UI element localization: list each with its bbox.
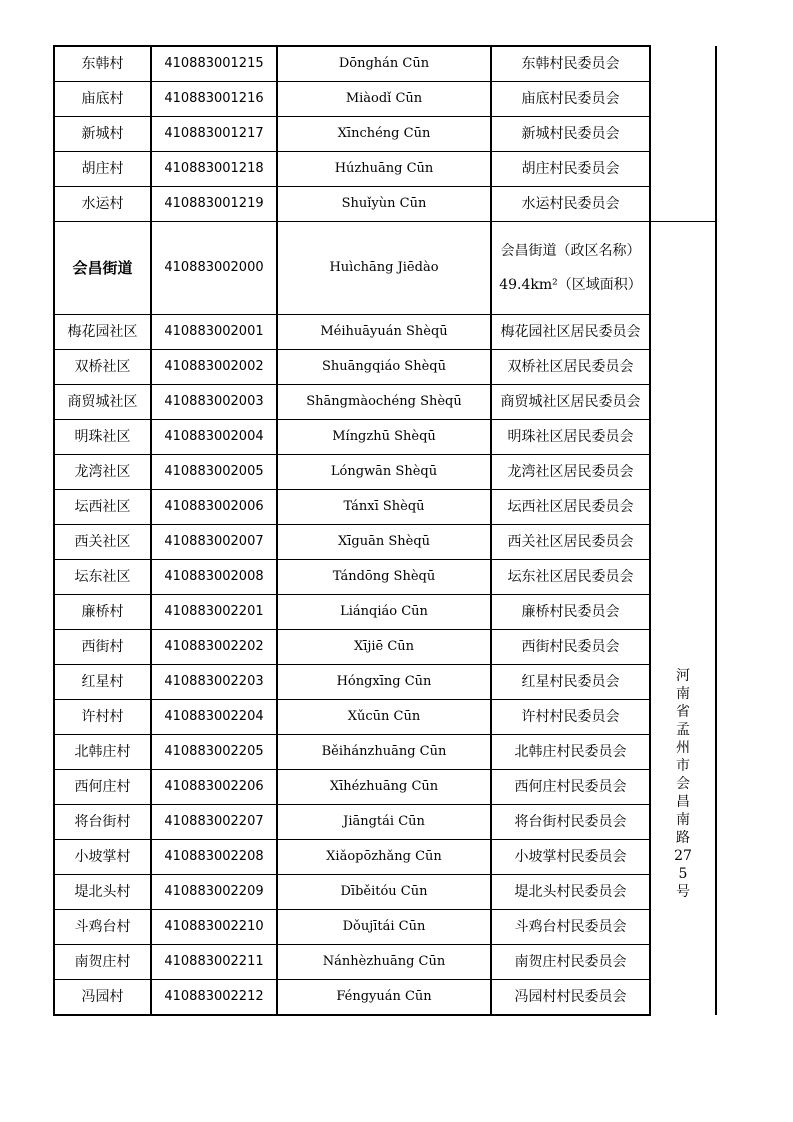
table-row <box>54 595 716 630</box>
committee-cell: 梅花园社区居民委员会 <box>491 315 650 350</box>
division-code-cell: 410883002203 <box>151 665 277 700</box>
table-row <box>54 187 716 222</box>
division-code-cell: 410883002005 <box>151 455 277 490</box>
pinyin-cell: Xiǎopōzhǎng Cūn <box>277 840 491 875</box>
pinyin-cell: Féngyuán Cūn <box>277 980 491 1016</box>
table-row <box>54 875 716 910</box>
table-row <box>54 350 716 385</box>
street-info-cell <box>491 222 650 315</box>
pinyin-cell: Shuǐyùn Cūn <box>277 187 491 222</box>
place-name-cell: 商贸城社区 <box>54 385 151 420</box>
place-name-cell: 西何庄村 <box>54 770 151 805</box>
place-name-cell: 冯园村 <box>54 980 151 1016</box>
pinyin-cell: Xīhézhuāng Cūn <box>277 770 491 805</box>
committee-cell: 红星村民委员会 <box>491 665 650 700</box>
place-name-cell: 斗鸡台村 <box>54 910 151 945</box>
table-row <box>54 630 716 665</box>
place-name-cell: 小坡掌村 <box>54 840 151 875</box>
division-code-cell: 410883002204 <box>151 700 277 735</box>
pinyin-cell: Húzhuāng Cūn <box>277 152 491 187</box>
table-body <box>54 46 716 1015</box>
division-code-cell: 410883002208 <box>151 840 277 875</box>
place-name-cell: 明珠社区 <box>54 420 151 455</box>
pinyin-cell: Lóngwān Shèqū <box>277 455 491 490</box>
pinyin-cell: Liánqiáo Cūn <box>277 595 491 630</box>
street-area-label: 49.4km²（区域面积） <box>499 277 642 293</box>
committee-cell: 龙湾社区居民委员会 <box>491 455 650 490</box>
table-row <box>54 560 716 595</box>
place-name-cell: 西关社区 <box>54 525 151 560</box>
division-code-cell: 410883001219 <box>151 187 277 222</box>
division-code-table <box>53 45 717 1016</box>
division-code-cell: 410883002004 <box>151 420 277 455</box>
division-code-cell: 410883002003 <box>151 385 277 420</box>
committee-cell: 坛东社区居民委员会 <box>491 560 650 595</box>
committee-cell: 廉桥村民委员会 <box>491 595 650 630</box>
pinyin-cell: Shāngmàochéng Shèqū <box>277 385 491 420</box>
place-name-cell: 坛西社区 <box>54 490 151 525</box>
pinyin-cell: Tánxī Shèqū <box>277 490 491 525</box>
place-name-cell: 庙底村 <box>54 82 151 117</box>
table-row <box>54 525 716 560</box>
division-code-cell: 410883001218 <box>151 152 277 187</box>
committee-cell: 南贺庄村民委员会 <box>491 945 650 980</box>
pinyin-cell: Míngzhū Shèqū <box>277 420 491 455</box>
place-name-cell: 北韩庄村 <box>54 735 151 770</box>
committee-cell: 斗鸡台村民委员会 <box>491 910 650 945</box>
table-row <box>54 700 716 735</box>
place-name-cell: 红星村 <box>54 665 151 700</box>
place-name-cell: 西街村 <box>54 630 151 665</box>
table-row <box>54 805 716 840</box>
table-row <box>54 420 716 455</box>
pinyin-cell: Tándōng Shèqū <box>277 560 491 595</box>
place-name-cell: 南贺庄村 <box>54 945 151 980</box>
division-code-cell: 410883001217 <box>151 117 277 152</box>
pinyin-cell: Xīnchéng Cūn <box>277 117 491 152</box>
division-code-cell: 410883002212 <box>151 980 277 1016</box>
street-code-cell: 410883002000 <box>151 222 277 315</box>
division-code-cell: 410883002209 <box>151 875 277 910</box>
place-name-cell: 梅花园社区 <box>54 315 151 350</box>
place-name-cell: 廉桥村 <box>54 595 151 630</box>
committee-cell: 胡庄村民委员会 <box>491 152 650 187</box>
pinyin-cell: Dīběitóu Cūn <box>277 875 491 910</box>
table-row <box>54 665 716 700</box>
division-code-cell: 410883001215 <box>151 46 277 82</box>
table-row <box>54 490 716 525</box>
place-name-cell: 龙湾社区 <box>54 455 151 490</box>
pinyin-cell: Xǔcūn Cūn <box>277 700 491 735</box>
place-name-cell: 双桥社区 <box>54 350 151 385</box>
table-row <box>54 152 716 187</box>
division-code-cell: 410883002008 <box>151 560 277 595</box>
street-row <box>54 222 716 315</box>
pinyin-cell: Jiāngtái Cūn <box>277 805 491 840</box>
committee-cell: 坛西社区居民委员会 <box>491 490 650 525</box>
table-row <box>54 980 716 1016</box>
pinyin-cell: Xīguān Shèqū <box>277 525 491 560</box>
table-row <box>54 82 716 117</box>
division-code-cell: 410883002007 <box>151 525 277 560</box>
division-code-cell: 410883002205 <box>151 735 277 770</box>
division-code-cell: 410883002206 <box>151 770 277 805</box>
division-code-cell: 410883002210 <box>151 910 277 945</box>
place-name-cell: 胡庄村 <box>54 152 151 187</box>
committee-cell: 小坡掌村民委员会 <box>491 840 650 875</box>
committee-cell: 明珠社区居民委员会 <box>491 420 650 455</box>
table-row <box>54 735 716 770</box>
address-text: 河南省孟州市会昌南路275号 <box>674 667 692 900</box>
committee-cell: 许村村民委员会 <box>491 700 650 735</box>
place-name-cell: 坛东社区 <box>54 560 151 595</box>
place-name-cell: 许村村 <box>54 700 151 735</box>
pinyin-cell: Xījiē Cūn <box>277 630 491 665</box>
table-row <box>54 840 716 875</box>
committee-cell: 庙底村民委员会 <box>491 82 650 117</box>
place-name-cell: 将台街村 <box>54 805 151 840</box>
division-code-cell: 410883002002 <box>151 350 277 385</box>
street-name-cell: 会昌街道 <box>54 222 151 315</box>
table-row <box>54 910 716 945</box>
division-code-cell: 410883002001 <box>151 315 277 350</box>
division-code-cell: 410883001216 <box>151 82 277 117</box>
table-row <box>54 385 716 420</box>
committee-cell: 堤北头村民委员会 <box>491 875 650 910</box>
pinyin-cell: Dōnghán Cūn <box>277 46 491 82</box>
committee-cell: 西关社区居民委员会 <box>491 525 650 560</box>
pinyin-cell: Méihuāyuán Shèqū <box>277 315 491 350</box>
place-name-cell: 堤北头村 <box>54 875 151 910</box>
division-code-cell: 410883002201 <box>151 595 277 630</box>
pinyin-cell: Nánhèzhuāng Cūn <box>277 945 491 980</box>
committee-cell: 将台街村民委员会 <box>491 805 650 840</box>
committee-cell: 北韩庄村民委员会 <box>491 735 650 770</box>
pinyin-cell: Hóngxīng Cūn <box>277 665 491 700</box>
place-name-cell: 东韩村 <box>54 46 151 82</box>
table-row <box>54 46 716 82</box>
committee-cell: 冯园村村民委员会 <box>491 980 650 1016</box>
division-code-cell: 410883002202 <box>151 630 277 665</box>
table-row <box>54 117 716 152</box>
committee-cell: 双桥社区居民委员会 <box>491 350 650 385</box>
table-row <box>54 770 716 805</box>
committee-cell: 西街村民委员会 <box>491 630 650 665</box>
committee-cell: 西何庄村民委员会 <box>491 770 650 805</box>
pinyin-cell: Miàodǐ Cūn <box>277 82 491 117</box>
division-code-cell: 410883002006 <box>151 490 277 525</box>
committee-cell: 水运村民委员会 <box>491 187 650 222</box>
table-row <box>54 315 716 350</box>
street-pinyin-cell: Huìchāng Jiēdào <box>277 222 491 315</box>
committee-cell: 商贸城社区居民委员会 <box>491 385 650 420</box>
street-name-label: 会昌街道（政区名称） <box>500 243 641 259</box>
pinyin-cell: Shuāngqiáo Shèqū <box>277 350 491 385</box>
committee-cell: 东韩村民委员会 <box>491 46 650 82</box>
table-row <box>54 945 716 980</box>
table-row <box>54 455 716 490</box>
address-cell <box>650 222 716 1016</box>
division-code-cell: 410883002207 <box>151 805 277 840</box>
pinyin-cell: Dǒujītái Cūn <box>277 910 491 945</box>
division-code-cell: 410883002211 <box>151 945 277 980</box>
committee-cell: 新城村民委员会 <box>491 117 650 152</box>
pinyin-cell: Běihánzhuāng Cūn <box>277 735 491 770</box>
place-name-cell: 新城村 <box>54 117 151 152</box>
address-cell-previous <box>650 46 716 222</box>
place-name-cell: 水运村 <box>54 187 151 222</box>
